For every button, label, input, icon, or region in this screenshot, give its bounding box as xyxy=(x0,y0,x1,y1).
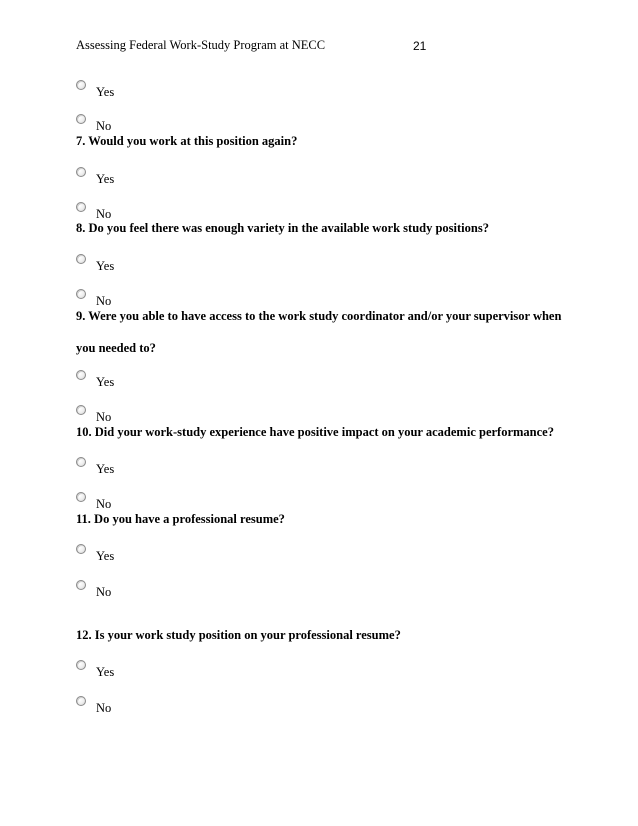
question-11: 11. Do you have a professional resume? xyxy=(76,512,285,526)
radio-button-icon[interactable] xyxy=(76,370,86,380)
radio-button-icon[interactable] xyxy=(76,580,86,590)
running-header-title: Assessing Federal Work-Study Program at NECC xyxy=(76,38,326,52)
radio-button-icon[interactable] xyxy=(76,202,86,212)
question-8: 8. Do you feel there was enough variety in the available work study positions? xyxy=(76,221,489,235)
option-label-yes: Yes xyxy=(96,462,115,476)
option-label-no: No xyxy=(96,497,112,511)
option-label-yes: Yes xyxy=(96,549,115,563)
page-number: 21 xyxy=(413,39,427,53)
radio-button-icon[interactable] xyxy=(76,114,86,124)
option-label-no: No xyxy=(96,207,112,221)
radio-button-icon[interactable] xyxy=(76,660,86,670)
option-label-no: No xyxy=(96,119,112,133)
option-label-yes: Yes xyxy=(96,172,115,186)
radio-button-icon[interactable] xyxy=(76,696,86,706)
option-label-no: No xyxy=(96,701,112,715)
radio-button-icon[interactable] xyxy=(76,405,86,415)
question-9-line-1: 9. Were you able to have access to the work study coordinator and/or your supervisor when xyxy=(76,309,562,323)
option-label-yes: Yes xyxy=(96,375,115,389)
radio-button-icon[interactable] xyxy=(76,457,86,467)
option-label-no: No xyxy=(96,294,112,308)
option-label-yes: Yes xyxy=(96,259,115,273)
radio-button-icon[interactable] xyxy=(76,80,86,90)
option-label-no: No xyxy=(96,585,112,599)
option-label-yes: Yes xyxy=(96,85,115,99)
question-12: 12. Is your work study position on your professional resume? xyxy=(76,628,401,642)
question-9-line-2: you needed to? xyxy=(76,341,156,355)
radio-button-icon[interactable] xyxy=(76,492,86,502)
radio-button-icon[interactable] xyxy=(76,289,86,299)
question-10: 10. Did your work-study experience have positive impact on your academic performance? xyxy=(76,425,554,439)
option-label-no: No xyxy=(96,410,112,424)
radio-button-icon[interactable] xyxy=(76,167,86,177)
radio-button-icon[interactable] xyxy=(76,544,86,554)
radio-button-icon[interactable] xyxy=(76,254,86,264)
question-7: 7. Would you work at this position again? xyxy=(76,134,298,148)
option-label-yes: Yes xyxy=(96,665,115,679)
